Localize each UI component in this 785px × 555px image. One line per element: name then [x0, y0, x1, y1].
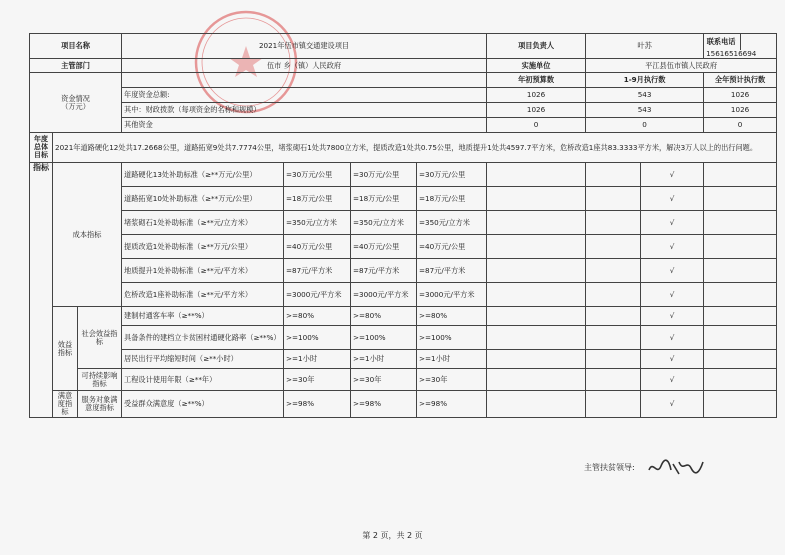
indicator-v2: =30万元/公里 — [351, 163, 417, 187]
indicator-name: 堵浆砌石1处补助标准（≥**元/立方米） — [122, 211, 284, 235]
indicator-v1: >=80% — [284, 307, 351, 326]
sustain-indicator-label: 可持续影响指标 — [78, 369, 122, 391]
indicator-v3: =30万元/公里 — [417, 163, 487, 187]
indicator-v1: >=100% — [284, 326, 351, 350]
indicator-name: 道路拓宽10处补助标准（≥**万元/公里） — [122, 187, 284, 211]
funds-row-name: 其他资金 — [122, 118, 487, 133]
indicator-v2: >=80% — [351, 307, 417, 326]
indicators-label: 指标 — [30, 163, 53, 418]
project-name-label: 项目名称 — [30, 34, 122, 59]
funds-label — [30, 73, 122, 133]
satisfaction-indicator-label: 满意度指标 — [53, 391, 78, 418]
indicator-v2: =18万元/公里 — [351, 187, 417, 211]
indicator-name: 道路硬化13处补助标准（≥**万元/公里） — [122, 163, 284, 187]
indicator-v1: >=98% — [284, 391, 351, 418]
indicator-v3: =87元/平方米 — [417, 259, 487, 283]
funds-row-exec: 543 — [586, 103, 704, 118]
phone-label: 联系电话 — [704, 34, 741, 50]
funds-row-exec: 0 — [586, 118, 704, 133]
indicator-v3: =3000元/平方米 — [417, 283, 487, 307]
project-name-value: 2021年伍市镇交通建设项目 — [122, 34, 487, 59]
social-benefit-label: 社会效益指标 — [78, 307, 122, 369]
goal-label: 年度总体目标 — [30, 133, 53, 163]
funds-row-name: 年度资金总额: — [122, 88, 487, 103]
check-mark: √ — [641, 235, 704, 259]
check-mark: √ — [641, 163, 704, 187]
indicator-v3: >=80% — [417, 307, 487, 326]
indicator-name: 地质提升1处补助标准（≥**元/平方米） — [122, 259, 284, 283]
indicator-v2: >=1小时 — [351, 350, 417, 369]
check-mark: √ — [641, 187, 704, 211]
indicator-v2: >=98% — [351, 391, 417, 418]
indicator-v1: >=1小时 — [284, 350, 351, 369]
benefit-indicator-label: 效益指标 — [53, 307, 78, 391]
indicator-v1: =30万元/公里 — [284, 163, 351, 187]
indicator-v2: >=30年 — [351, 369, 417, 391]
dept-label: 主管部门 — [30, 59, 122, 73]
funds-row-budget: 0 — [487, 118, 586, 133]
impl-label: 实施单位 — [487, 59, 586, 73]
impl-value: 平江县伍市镇人民政府 — [586, 59, 777, 73]
cost-indicator-label: 成本指标 — [53, 163, 122, 307]
funds-label-line1: 资金情况 — [61, 93, 90, 103]
check-mark: √ — [641, 369, 704, 391]
check-mark: √ — [641, 259, 704, 283]
indicator-v2: >=100% — [351, 326, 417, 350]
funds-label-line2: （万元） — [61, 101, 90, 111]
funds-row-name: 其中：财政拨款（每项资金的名称和规模） — [122, 103, 487, 118]
owner-label: 项目负责人 — [487, 34, 586, 59]
indicator-v3: =350元/立方米 — [417, 211, 487, 235]
check-mark: √ — [641, 326, 704, 350]
indicator-v3: >=1小时 — [417, 350, 487, 369]
indicator-name: 建制村通客车率（≥**%） — [122, 307, 284, 326]
indicator-v1: =3000元/平方米 — [284, 283, 351, 307]
indicator-name: 提质改造1处补助标准（≥**万元/公里） — [122, 235, 284, 259]
indicator-v1: =18万元/公里 — [284, 187, 351, 211]
check-mark: √ — [641, 307, 704, 326]
check-mark: √ — [641, 350, 704, 369]
col-budget: 年初预算数 — [487, 73, 586, 88]
funds-row-forecast: 1026 — [704, 103, 777, 118]
phone-value: 15616516694 — [706, 49, 757, 59]
check-mark: √ — [641, 211, 704, 235]
owner-value: 叶苏 — [586, 34, 704, 59]
funds-row-forecast: 1026 — [704, 88, 777, 103]
col-forecast: 全年预计执行数 — [704, 73, 777, 88]
indicator-name: 具备条件的建档立卡贫困村通硬化路率（≥**%） — [122, 326, 284, 350]
indicator-name: 危桥改造1座补助标准（≥**元/平方米） — [122, 283, 284, 307]
indicator-v1: >=30年 — [284, 369, 351, 391]
indicator-v3: >=100% — [417, 326, 487, 350]
indicator-v2: =40万元/公里 — [351, 235, 417, 259]
handwritten-signature — [645, 456, 705, 478]
service-satisfaction-label: 服务对象满意度指标 — [78, 391, 122, 418]
indicator-v3: >=30年 — [417, 369, 487, 391]
indicator-v3: =40万元/公里 — [417, 235, 487, 259]
indicator-name: 居民出行平均缩短时间（≥**小时） — [122, 350, 284, 369]
funds-row-exec: 543 — [586, 88, 704, 103]
signature-label: 主管扶贫领导: — [584, 463, 635, 472]
check-mark: √ — [641, 391, 704, 418]
indicator-name: 工程设计使用年限（≥**年） — [122, 369, 284, 391]
check-mark: √ — [641, 283, 704, 307]
indicator-v1: =87元/平方米 — [284, 259, 351, 283]
indicator-v1: =350元/立方米 — [284, 211, 351, 235]
indicator-v3: >=98% — [417, 391, 487, 418]
funds-row-budget: 1026 — [487, 103, 586, 118]
col-exec: 1-9月执行数 — [586, 73, 704, 88]
dept-value: 伍市 乡（镇）人民政府 — [122, 59, 487, 73]
indicator-v1: =40万元/公里 — [284, 235, 351, 259]
indicator-name: 受益群众满意度（≥**%） — [122, 391, 284, 418]
indicator-v2: =350元/立方米 — [351, 211, 417, 235]
performance-table — [29, 33, 777, 418]
goal-text: 2021年道路硬化12处共17.2668公里，道路拓宽9处共7.7774公里，堵浆砌石1处共7800立方米，提质改造1处共0.75公里，地质提升1处共4597.7平方米，危桥改造1座共83.3333平方米，解决3万人以上的出行问题。 — [53, 133, 777, 163]
funds-row-forecast: 0 — [704, 118, 777, 133]
page-number: 第 2 页，共 2 页 — [362, 531, 423, 540]
indicator-v2: =3000元/平方米 — [351, 283, 417, 307]
funds-row-budget: 1026 — [487, 88, 586, 103]
indicator-v3: =18万元/公里 — [417, 187, 487, 211]
indicator-v2: =87元/平方米 — [351, 259, 417, 283]
